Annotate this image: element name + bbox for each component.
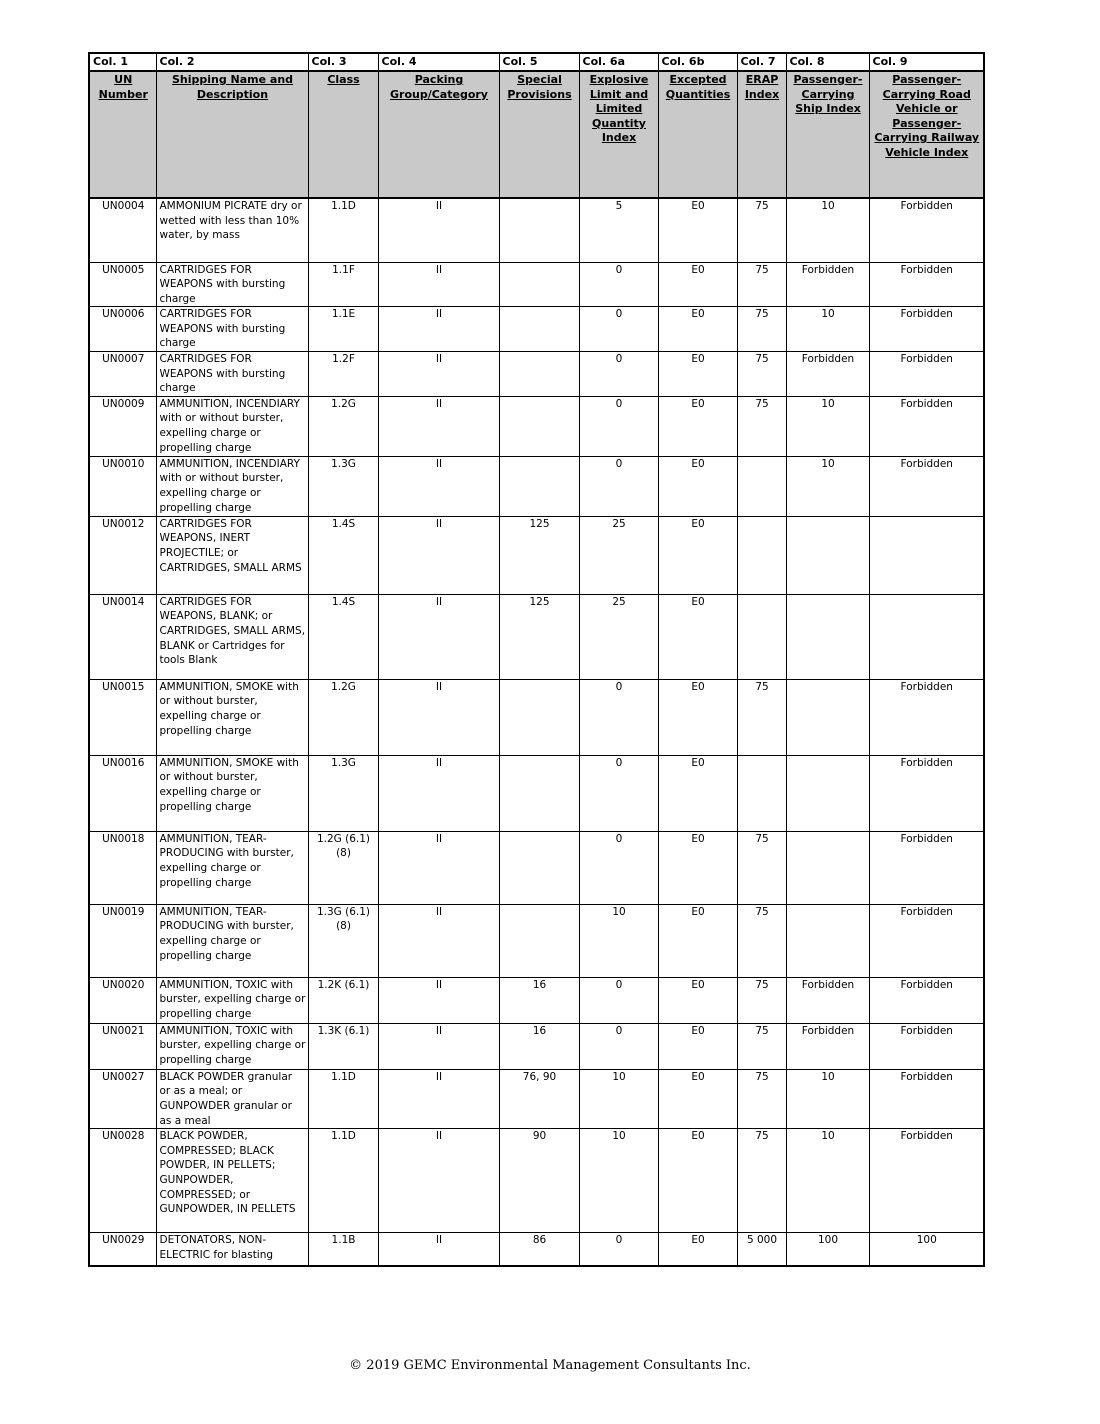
cell-class: 1.2F — [308, 352, 378, 397]
cell-road-rail-index: Forbidden — [869, 198, 984, 262]
cell-special-provisions: 125 — [499, 594, 579, 679]
cell-excepted-quantities: E0 — [658, 1069, 737, 1128]
column-number-6a: Col. 6a — [579, 53, 658, 71]
table-row — [89, 1129, 984, 1233]
cell-special-provisions: 125 — [499, 516, 579, 594]
column-number-row — [89, 53, 984, 71]
cell-road-rail-index — [869, 516, 984, 594]
cell-packing-group: II — [378, 1023, 499, 1069]
cell-excepted-quantities: E0 — [658, 755, 737, 831]
cell-packing-group: II — [378, 1129, 499, 1233]
cell-class: 1.2K (6.1) — [308, 977, 378, 1023]
cell-shipping-name: AMMUNITION, SMOKE with or without burster, expelling charge or propelling charge — [156, 679, 308, 755]
cell-ship-index: 100 — [786, 1233, 869, 1266]
column-number-6b: Col. 6b — [658, 53, 737, 71]
cell-special-provisions — [499, 679, 579, 755]
cell-road-rail-index: Forbidden — [869, 352, 984, 397]
column-number-9: Col. 9 — [869, 53, 984, 71]
cell-class: 1.3G (6.1) (8) — [308, 904, 378, 977]
column-number-3: Col. 3 — [308, 53, 378, 71]
cell-ship-index: 10 — [786, 307, 869, 352]
cell-packing-group: II — [378, 396, 499, 456]
cell-road-rail-index: Forbidden — [869, 1069, 984, 1128]
table-row — [89, 198, 984, 262]
cell-road-rail-index: Forbidden — [869, 1129, 984, 1233]
table-row — [89, 1023, 984, 1069]
cell-shipping-name: AMMUNITION, TOXIC with burster, expelling charge or propelling charge — [156, 977, 308, 1023]
table-row — [89, 516, 984, 594]
cell-excepted-quantities: E0 — [658, 262, 737, 307]
cell-explosive-limit: 0 — [579, 977, 658, 1023]
column-number-1: Col. 1 — [89, 53, 156, 71]
column-header-road-rail-index: Passenger-Carrying Road Vehicle or Passenger-Carrying Railway Vehicle Index — [869, 71, 984, 198]
cell-shipping-name: AMMONIUM PICRATE dry or wetted with less than 10% water, by mass — [156, 198, 308, 262]
cell-ship-index: Forbidden — [786, 1023, 869, 1069]
cell-excepted-quantities: E0 — [658, 679, 737, 755]
cell-class: 1.3G — [308, 456, 378, 516]
copyright-footer: © 2019 GEMC Environmental Management Consultants Inc. — [349, 1358, 751, 1373]
table-row — [89, 352, 984, 397]
cell-erap-index: 75 — [737, 198, 786, 262]
cell-class: 1.4S — [308, 516, 378, 594]
cell-packing-group: II — [378, 516, 499, 594]
cell-erap-index: 75 — [737, 679, 786, 755]
cell-shipping-name: BLACK POWDER, COMPRESSED; BLACK POWDER, IN PELLETS; GUNPOWDER, COMPRESSED; or GUNPOWDER, IN PELLETS — [156, 1129, 308, 1233]
cell-shipping-name: BLACK POWDER granular or as a meal; or GUNPOWDER granular or as a meal — [156, 1069, 308, 1128]
cell-erap-index: 75 — [737, 262, 786, 307]
cell-ship-index: 10 — [786, 1069, 869, 1128]
cell-excepted-quantities: E0 — [658, 831, 737, 904]
cell-road-rail-index: Forbidden — [869, 262, 984, 307]
cell-packing-group: II — [378, 456, 499, 516]
cell-erap-index — [737, 516, 786, 594]
cell-special-provisions — [499, 352, 579, 397]
cell-excepted-quantities: E0 — [658, 1023, 737, 1069]
cell-explosive-limit: 25 — [579, 516, 658, 594]
cell-road-rail-index: Forbidden — [869, 679, 984, 755]
cell-special-provisions — [499, 831, 579, 904]
cell-excepted-quantities: E0 — [658, 352, 737, 397]
cell-class: 1.1F — [308, 262, 378, 307]
cell-shipping-name: CARTRIDGES FOR WEAPONS with bursting charge — [156, 352, 308, 397]
cell-un-number: UN0007 — [89, 352, 156, 397]
cell-road-rail-index: Forbidden — [869, 1023, 984, 1069]
cell-shipping-name: AMMUNITION, INCENDIARY with or without burster, expelling charge or propelling charge — [156, 396, 308, 456]
cell-class: 1.1D — [308, 1129, 378, 1233]
column-header-erap-index: ERAP Index — [737, 71, 786, 198]
table-row — [89, 307, 984, 352]
cell-explosive-limit: 10 — [579, 904, 658, 977]
cell-excepted-quantities: E0 — [658, 904, 737, 977]
cell-class: 1.3K (6.1) — [308, 1023, 378, 1069]
column-header-special-provisions: Special Provisions — [499, 71, 579, 198]
cell-erap-index: 5 000 — [737, 1233, 786, 1266]
cell-un-number: UN0009 — [89, 396, 156, 456]
cell-special-provisions — [499, 262, 579, 307]
cell-ship-index: 10 — [786, 456, 869, 516]
cell-shipping-name: CARTRIDGES FOR WEAPONS with bursting charge — [156, 307, 308, 352]
dangerous-goods-table — [88, 52, 985, 1267]
cell-road-rail-index: Forbidden — [869, 456, 984, 516]
cell-special-provisions — [499, 456, 579, 516]
cell-un-number: UN0012 — [89, 516, 156, 594]
cell-packing-group: II — [378, 831, 499, 904]
cell-ship-index — [786, 904, 869, 977]
cell-explosive-limit: 0 — [579, 352, 658, 397]
table-row — [89, 679, 984, 755]
cell-packing-group: II — [378, 1233, 499, 1266]
table-row — [89, 831, 984, 904]
cell-excepted-quantities: E0 — [658, 396, 737, 456]
cell-explosive-limit: 0 — [579, 1023, 658, 1069]
cell-class: 1.2G — [308, 396, 378, 456]
cell-un-number: UN0020 — [89, 977, 156, 1023]
cell-un-number: UN0021 — [89, 1023, 156, 1069]
cell-road-rail-index: Forbidden — [869, 396, 984, 456]
cell-ship-index: 10 — [786, 396, 869, 456]
cell-shipping-name: AMMUNITION, TEAR-PRODUCING with burster, expelling charge or propelling charge — [156, 831, 308, 904]
cell-un-number: UN0027 — [89, 1069, 156, 1128]
cell-un-number: UN0028 — [89, 1129, 156, 1233]
cell-un-number: UN0018 — [89, 831, 156, 904]
dangerous-goods-schedule-page — [88, 52, 983, 1267]
cell-explosive-limit: 0 — [579, 831, 658, 904]
cell-class: 1.1E — [308, 307, 378, 352]
cell-erap-index: 75 — [737, 352, 786, 397]
cell-packing-group: II — [378, 904, 499, 977]
table-row — [89, 977, 984, 1023]
column-header-row — [89, 71, 984, 198]
cell-packing-group: II — [378, 198, 499, 262]
column-header-class: Class — [308, 71, 378, 198]
cell-un-number: UN0004 — [89, 198, 156, 262]
table-row — [89, 594, 984, 679]
cell-un-number: UN0016 — [89, 755, 156, 831]
cell-special-provisions: 86 — [499, 1233, 579, 1266]
cell-un-number: UN0029 — [89, 1233, 156, 1266]
cell-ship-index: Forbidden — [786, 977, 869, 1023]
cell-road-rail-index: Forbidden — [869, 904, 984, 977]
cell-explosive-limit: 0 — [579, 307, 658, 352]
column-header-excepted-quantities: Excepted Quantities — [658, 71, 737, 198]
column-header-packing-group: Packing Group/Category — [378, 71, 499, 198]
cell-un-number: UN0015 — [89, 679, 156, 755]
cell-explosive-limit: 0 — [579, 396, 658, 456]
cell-erap-index: 75 — [737, 1129, 786, 1233]
column-number-8: Col. 8 — [786, 53, 869, 71]
cell-explosive-limit: 25 — [579, 594, 658, 679]
cell-ship-index — [786, 516, 869, 594]
cell-erap-index — [737, 594, 786, 679]
cell-shipping-name: DETONATORS, NON-ELECTRIC for blasting — [156, 1233, 308, 1266]
cell-erap-index: 75 — [737, 1069, 786, 1128]
cell-road-rail-index: Forbidden — [869, 831, 984, 904]
cell-special-provisions — [499, 904, 579, 977]
cell-ship-index — [786, 831, 869, 904]
cell-erap-index: 75 — [737, 904, 786, 977]
column-header-un-number: UN Number — [89, 71, 156, 198]
cell-explosive-limit: 0 — [579, 1233, 658, 1266]
cell-excepted-quantities: E0 — [658, 977, 737, 1023]
cell-special-provisions: 90 — [499, 1129, 579, 1233]
cell-shipping-name: AMMUNITION, TEAR-PRODUCING with burster, expelling charge or propelling charge — [156, 904, 308, 977]
cell-packing-group: II — [378, 594, 499, 679]
column-header-explosive-limit: Explosive Limit and Limited Quantity Index — [579, 71, 658, 198]
cell-special-provisions — [499, 198, 579, 262]
cell-ship-index — [786, 755, 869, 831]
cell-class: 1.4S — [308, 594, 378, 679]
table-row — [89, 396, 984, 456]
cell-shipping-name: CARTRIDGES FOR WEAPONS, BLANK; or CARTRIDGES, SMALL ARMS, BLANK or Cartridges for tools Blank — [156, 594, 308, 679]
table-row — [89, 755, 984, 831]
cell-packing-group: II — [378, 307, 499, 352]
cell-special-provisions — [499, 755, 579, 831]
cell-class: 1.2G — [308, 679, 378, 755]
cell-ship-index: 10 — [786, 1129, 869, 1233]
cell-packing-group: II — [378, 679, 499, 755]
cell-erap-index: 75 — [737, 977, 786, 1023]
cell-un-number: UN0005 — [89, 262, 156, 307]
cell-excepted-quantities: E0 — [658, 516, 737, 594]
cell-erap-index: 75 — [737, 1023, 786, 1069]
cell-special-provisions — [499, 396, 579, 456]
cell-road-rail-index: Forbidden — [869, 307, 984, 352]
column-header-ship-index: Passenger-Carrying Ship Index — [786, 71, 869, 198]
cell-un-number: UN0014 — [89, 594, 156, 679]
cell-road-rail-index — [869, 594, 984, 679]
cell-un-number: UN0006 — [89, 307, 156, 352]
cell-packing-group: II — [378, 755, 499, 831]
cell-erap-index — [737, 755, 786, 831]
cell-ship-index — [786, 679, 869, 755]
cell-class: 1.3G — [308, 755, 378, 831]
cell-special-provisions: 16 — [499, 977, 579, 1023]
column-number-4: Col. 4 — [378, 53, 499, 71]
cell-explosive-limit: 0 — [579, 755, 658, 831]
cell-excepted-quantities: E0 — [658, 198, 737, 262]
cell-excepted-quantities: E0 — [658, 307, 737, 352]
cell-excepted-quantities: E0 — [658, 1233, 737, 1266]
cell-special-provisions — [499, 307, 579, 352]
cell-erap-index: 75 — [737, 307, 786, 352]
column-number-7: Col. 7 — [737, 53, 786, 71]
cell-erap-index: 75 — [737, 831, 786, 904]
cell-packing-group: II — [378, 1069, 499, 1128]
table-row — [89, 1069, 984, 1128]
cell-shipping-name: AMMUNITION, SMOKE with or without burster, expelling charge or propelling charge — [156, 755, 308, 831]
table-row — [89, 1233, 984, 1266]
cell-excepted-quantities: E0 — [658, 1129, 737, 1233]
cell-un-number: UN0010 — [89, 456, 156, 516]
cell-explosive-limit: 10 — [579, 1069, 658, 1128]
cell-erap-index — [737, 456, 786, 516]
column-header-shipping-name: Shipping Name and Description — [156, 71, 308, 198]
cell-excepted-quantities: E0 — [658, 594, 737, 679]
cell-class: 1.1D — [308, 198, 378, 262]
cell-class: 1.1D — [308, 1069, 378, 1128]
cell-class: 1.1B — [308, 1233, 378, 1266]
cell-explosive-limit: 0 — [579, 679, 658, 755]
cell-road-rail-index: 100 — [869, 1233, 984, 1266]
cell-explosive-limit: 10 — [579, 1129, 658, 1233]
table-row — [89, 456, 984, 516]
cell-ship-index: Forbidden — [786, 262, 869, 307]
cell-class: 1.2G (6.1) (8) — [308, 831, 378, 904]
cell-erap-index: 75 — [737, 396, 786, 456]
cell-ship-index: Forbidden — [786, 352, 869, 397]
cell-explosive-limit: 0 — [579, 262, 658, 307]
cell-shipping-name: CARTRIDGES FOR WEAPONS with bursting charge — [156, 262, 308, 307]
cell-shipping-name: AMMUNITION, TOXIC with burster, expelling charge or propelling charge — [156, 1023, 308, 1069]
cell-special-provisions: 76, 90 — [499, 1069, 579, 1128]
cell-road-rail-index: Forbidden — [869, 977, 984, 1023]
cell-packing-group: II — [378, 352, 499, 397]
column-number-2: Col. 2 — [156, 53, 308, 71]
cell-packing-group: II — [378, 262, 499, 307]
cell-ship-index: 10 — [786, 198, 869, 262]
cell-shipping-name: AMMUNITION, INCENDIARY with or without burster, expelling charge or propelling charge — [156, 456, 308, 516]
column-number-5: Col. 5 — [499, 53, 579, 71]
cell-packing-group: II — [378, 977, 499, 1023]
table-body — [89, 53, 984, 1266]
table-row — [89, 262, 984, 307]
table-row — [89, 904, 984, 977]
cell-special-provisions: 16 — [499, 1023, 579, 1069]
cell-explosive-limit: 0 — [579, 456, 658, 516]
cell-un-number: UN0019 — [89, 904, 156, 977]
cell-shipping-name: CARTRIDGES FOR WEAPONS, INERT PROJECTILE; or CARTRIDGES, SMALL ARMS — [156, 516, 308, 594]
cell-ship-index — [786, 594, 869, 679]
cell-explosive-limit: 5 — [579, 198, 658, 262]
cell-excepted-quantities: E0 — [658, 456, 737, 516]
cell-road-rail-index: Forbidden — [869, 755, 984, 831]
